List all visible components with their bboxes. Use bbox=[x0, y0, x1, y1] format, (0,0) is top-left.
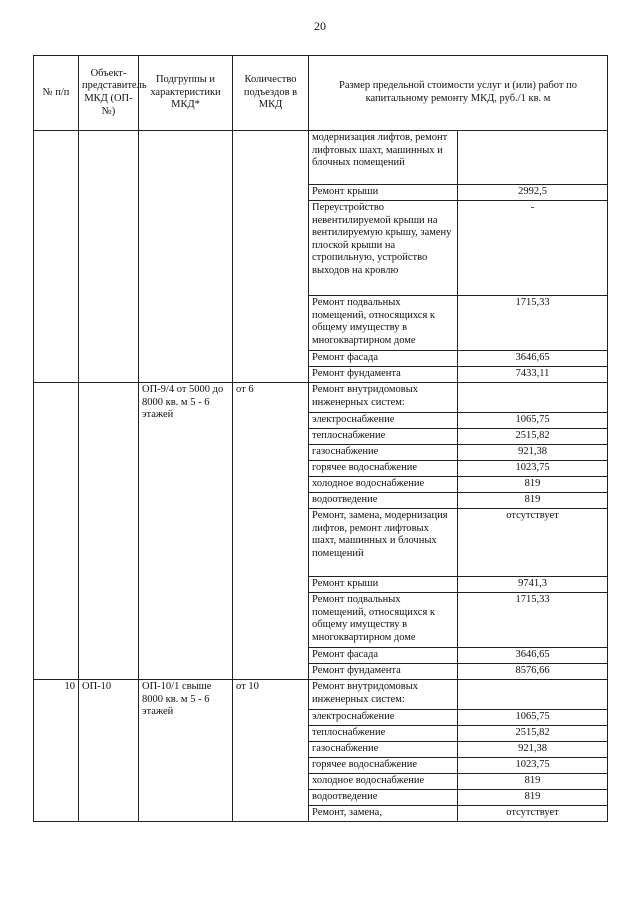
cell-value bbox=[458, 131, 608, 185]
header-entrances: Количество подъездов в МКД bbox=[233, 56, 309, 131]
cell-value: 2992,5 bbox=[458, 185, 608, 201]
cell-value bbox=[458, 680, 608, 710]
cell-work: Ремонт внутридомовых инженерных систем: bbox=[309, 680, 458, 710]
cell-work: горячее водоснабжение bbox=[309, 461, 458, 477]
cell-value: 819 bbox=[458, 493, 608, 509]
table-row bbox=[34, 680, 608, 710]
cell-value: 1023,75 bbox=[458, 758, 608, 774]
table-header-row bbox=[34, 56, 608, 131]
cell-value: 1065,75 bbox=[458, 710, 608, 726]
cell-value: - bbox=[458, 201, 608, 296]
cell-work: Ремонт фундамента bbox=[309, 664, 458, 680]
cell-work: Ремонт фасада bbox=[309, 351, 458, 367]
cell-work: Ремонт крыши bbox=[309, 577, 458, 593]
cell-work: газоснабжение bbox=[309, 742, 458, 758]
cost-table bbox=[33, 55, 608, 822]
cell-value: 3646,65 bbox=[458, 648, 608, 664]
cell-entrances bbox=[233, 131, 309, 383]
cell-work: теплоснабжение bbox=[309, 726, 458, 742]
cell-object bbox=[79, 131, 139, 383]
cell-entrances: от 6 bbox=[233, 383, 309, 680]
cell-value: 819 bbox=[458, 790, 608, 806]
cell-work: водоотведение bbox=[309, 790, 458, 806]
cell-value: 1023,75 bbox=[458, 461, 608, 477]
cell-work: модернизация лифтов, ремонт лифтовых шахт, машинных и блочных помещений bbox=[309, 131, 458, 185]
cell-subgroup bbox=[139, 131, 233, 383]
header-cost: Размер предельной стоимости услуг и (или) работ по капитальному ремонту МКД, руб./1 кв. м bbox=[309, 56, 608, 131]
cell-value: 921,38 bbox=[458, 742, 608, 758]
header-subgroups: Подгруппы и характеристики МКД* bbox=[139, 56, 233, 131]
cell-value: 1715,33 bbox=[458, 593, 608, 648]
cell-value bbox=[458, 383, 608, 413]
cell-value: 2515,82 bbox=[458, 429, 608, 445]
table-row bbox=[34, 131, 608, 185]
header-num: № п/п bbox=[34, 56, 79, 131]
cell-num bbox=[34, 131, 79, 383]
cell-work: водоотведение bbox=[309, 493, 458, 509]
cell-object: ОП-10 bbox=[79, 680, 139, 822]
cell-work: холодное водоснабжение bbox=[309, 774, 458, 790]
cell-value: 819 bbox=[458, 477, 608, 493]
cell-work: Ремонт подвальных помещений, относящихся к общему имуществу в многоквартирном доме bbox=[309, 296, 458, 351]
cell-work: Ремонт фасада bbox=[309, 648, 458, 664]
cell-num: 10 bbox=[34, 680, 79, 822]
cell-num bbox=[34, 383, 79, 680]
cell-work: холодное водоснабжение bbox=[309, 477, 458, 493]
cell-object bbox=[79, 383, 139, 680]
cell-value: 1065,75 bbox=[458, 413, 608, 429]
cell-value: 1715,33 bbox=[458, 296, 608, 351]
cell-value: 921,38 bbox=[458, 445, 608, 461]
cell-value: 3646,65 bbox=[458, 351, 608, 367]
cell-value: 9741,3 bbox=[458, 577, 608, 593]
cell-work: Ремонт, замена, модернизация лифтов, ремонт лифтовых шахт, машинных и блочных помещений bbox=[309, 509, 458, 577]
cell-work: газоснабжение bbox=[309, 445, 458, 461]
cell-work: Ремонт фундамента bbox=[309, 367, 458, 383]
cell-value: 819 bbox=[458, 774, 608, 790]
cell-value: отсутствует bbox=[458, 509, 608, 577]
cell-work: Ремонт крыши bbox=[309, 185, 458, 201]
cell-value: 2515,82 bbox=[458, 726, 608, 742]
cell-value: 7433,11 bbox=[458, 367, 608, 383]
cell-work: Ремонт, замена, bbox=[309, 806, 458, 822]
cell-work: электроснабжение bbox=[309, 710, 458, 726]
cell-work: Ремонт подвальных помещений, относящихся к общему имуществу в многоквартирном доме bbox=[309, 593, 458, 648]
cell-work: теплоснабжение bbox=[309, 429, 458, 445]
cell-subgroup: ОП-10/1 свыше 8000 кв. м 5 - 6 этажей bbox=[139, 680, 233, 822]
cell-work: горячее водоснабжение bbox=[309, 758, 458, 774]
cell-work: Переустройство невентилируемой крыши на вентилируемую крышу, замену плоской крыши на стропильную, устройство выходов на кровлю bbox=[309, 201, 458, 296]
cell-work: Ремонт внутридомовых инженерных систем: bbox=[309, 383, 458, 413]
cell-entrances: от 10 bbox=[233, 680, 309, 822]
cell-value: отсутствует bbox=[458, 806, 608, 822]
page-number: 20 bbox=[314, 19, 326, 33]
header-object: Объект-представитель МКД (ОП-№) bbox=[79, 56, 139, 131]
cell-value: 8576,66 bbox=[458, 664, 608, 680]
cell-work: электроснабжение bbox=[309, 413, 458, 429]
cell-subgroup: ОП-9/4 от 5000 до 8000 кв. м 5 - 6 этажей bbox=[139, 383, 233, 680]
table-row bbox=[34, 383, 608, 413]
